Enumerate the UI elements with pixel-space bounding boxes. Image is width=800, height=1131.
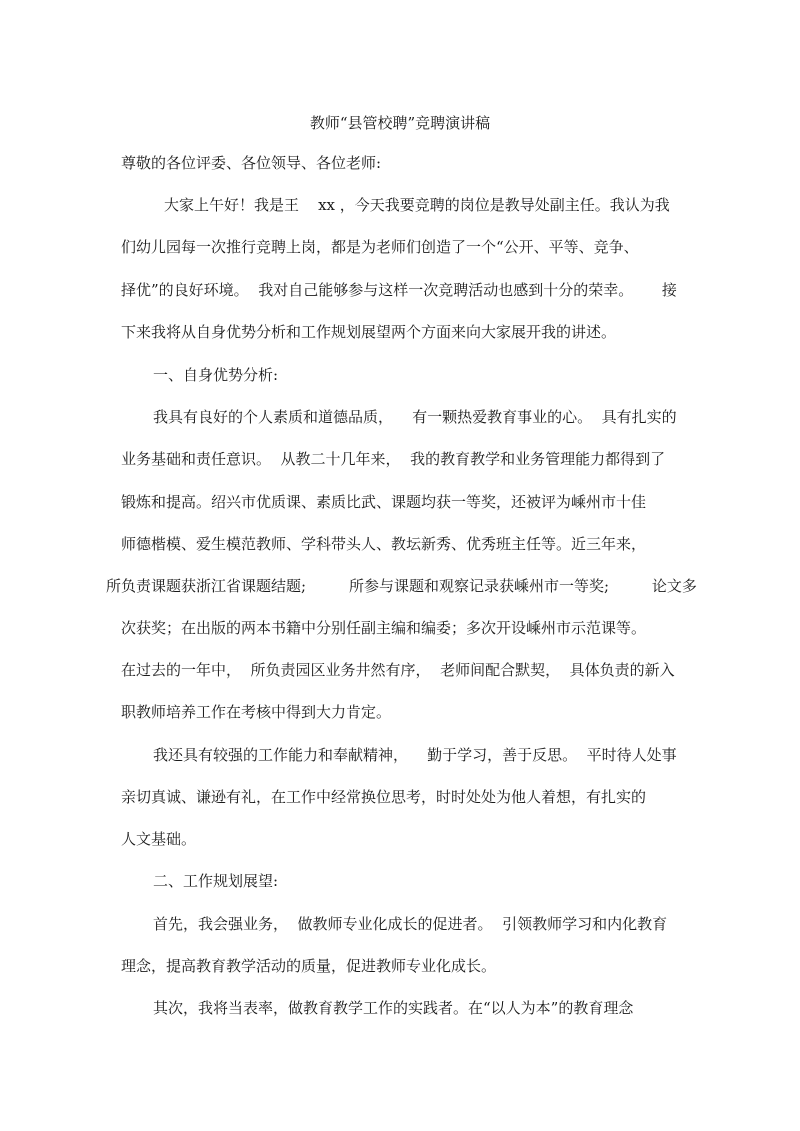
section-heading-2: 二、工作规划展望:: [153, 872, 279, 890]
paragraph-line: 次获奖；在出版的两本书籍中分别任副主编和编委；多次开设嵊州市示范课等。: [121, 619, 647, 637]
paragraph-line: 我具有良好的个人素质和道德品质， 有一颗热爱教育事业的心。 具有扎实的: [153, 408, 677, 426]
paragraph-line: 们幼儿园每一次推行竞聘上岗，都是为老师们创造了一个“公开、平等、竞争、: [121, 238, 639, 256]
paragraph-line: 职教师培养工作在考核中得到大力肯定。: [121, 703, 392, 721]
paragraph-line: 我还具有较强的工作能力和奉献精神， 勤于学习，善于反思。 平时待人处事: [153, 746, 677, 764]
paragraph-line: 亲切真诚、谦逊有礼，在工作中经常换位思考，时时处处为他人着想，有扎实的: [121, 788, 647, 806]
document-title: 教师“县管校聘”竞聘演讲稿: [309, 114, 491, 132]
section-heading-1: 一、自身优势分析:: [153, 366, 279, 384]
paragraph-line: 在过去的一年中， 所负责园区业务井然有序， 老师间配合默契， 具体负责的新入: [121, 661, 675, 679]
paragraph-line: 业务基础和责任意识。 从教二十几年来， 我的教育教学和业务管理能力都得到了: [121, 450, 666, 468]
paragraph-line: 其次，我将当表率，做教育教学工作的实践者。在“以人为本”的教育理念: [153, 999, 634, 1017]
paragraph-line: 人文基础。: [121, 830, 197, 848]
paragraph-line: 理念，提高教育教学活动的质量，促进教师专业化成长。: [121, 957, 497, 975]
paragraph-line: 所负责课题获浙江省课题结题; 所参与课题和观察记录获嵊州市一等奖; 论文多: [106, 577, 697, 595]
paragraph-line: 择优”的良好环境。 我对自己能够参与这样一次竞聘活动也感到十分的荣幸。 接: [121, 281, 677, 299]
paragraph-line: 锻炼和提高。绍兴市优质课、素质比武、课题均获一等奖，还被评为嵊州市十佳: [121, 493, 647, 511]
paragraph-line: 首先，我会强业务， 做教师专业化成长的促进者。 引领教师学习和内化教育: [153, 915, 668, 933]
paragraph-line: 大家上午好！我是王 xx ，今天我要竞聘的岗位是教导处副主任。我认为我: [164, 196, 670, 214]
paragraph-line: 师德楷模、爱生模范教师、学科带头人、教坛新秀、优秀班主任等。近三年来，: [121, 535, 647, 553]
paragraph-line: 下来我将从自身优势分析和工作规划展望两个方面来向大家展开我的讲述。: [121, 323, 617, 341]
salutation: 尊敬的各位评委、各位领导、各位老师:: [121, 154, 382, 172]
